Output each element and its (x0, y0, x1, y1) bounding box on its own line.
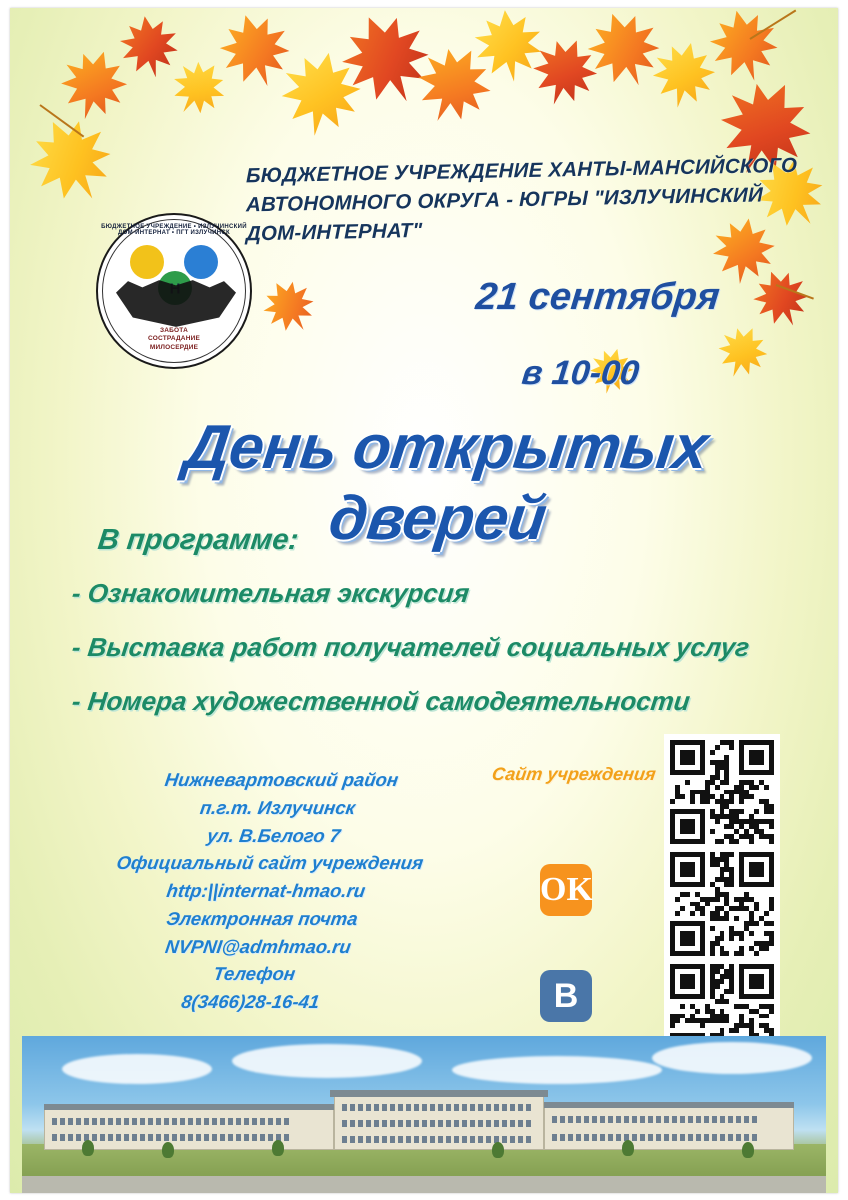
program-item: - Номера художественной самодеятельности (70, 686, 692, 716)
cloud-shape (652, 1042, 812, 1074)
qr-code-odnoklassniki[interactable] (664, 846, 780, 962)
tree-shape (82, 1140, 94, 1156)
program-heading: В программе: (96, 524, 301, 556)
tree-shape (742, 1142, 754, 1158)
contact-line: Нижневартовский район (163, 769, 400, 790)
logo-figure-yellow (130, 245, 164, 279)
contact-email[interactable]: NVPNI@admhmao.ru (163, 935, 353, 957)
window-row (342, 1136, 531, 1143)
window-row (552, 1116, 757, 1123)
event-time: в 10-00 (520, 354, 642, 392)
maple-leaf-icon (49, 41, 137, 129)
tree-shape (272, 1140, 284, 1156)
logo-arc-text: БЮДЖЕТНОЕ УЧРЕЖДЕНИЕ • ИЗЛУЧИНСКИЙ ДОМ-ИНТЕРНАТ • ПГТ ИЗЛУЧИНСК (101, 224, 247, 236)
organization-title: БЮДЖЕТНОЕ УЧРЕЖДЕНИЕ ХАНТЫ-МАНСИЙСКОГО АВТОНОМНОГО ОКРУГА - ЮГРЫ "ИЗЛУЧИНСКИЙ ДОМ-ИНТЕРНАТ" (246, 153, 798, 246)
contact-line: ул. В.Белого 7 (205, 824, 342, 846)
program-item: - Ознакомительная экскурсия (70, 578, 471, 608)
contact-phone: 8(3466)28-16-41 (180, 991, 321, 1012)
qr-code-website[interactable] (664, 734, 780, 850)
road (22, 1176, 826, 1193)
contact-line: Электронная почта (165, 907, 360, 929)
building-roof (44, 1104, 334, 1110)
maple-leaf-icon (520, 28, 609, 117)
maple-leaf-icon (576, 8, 672, 98)
maple-leaf-icon (210, 8, 301, 96)
qr-grid (670, 852, 774, 956)
page-title: День открытых дверей (181, 413, 712, 553)
contact-block (48, 766, 483, 1016)
contact-website[interactable]: http:||internat-hmao.ru (165, 880, 367, 901)
cloud-shape (62, 1054, 212, 1084)
building-roof (330, 1090, 548, 1097)
tree-shape (492, 1142, 504, 1158)
vkontakte-icon[interactable]: B (540, 970, 592, 1022)
building-photo (22, 1036, 826, 1193)
event-date: 21 сентября (473, 276, 722, 318)
poster-sheet (10, 8, 838, 1193)
window-row (52, 1118, 289, 1125)
logo-figure-blue (184, 245, 218, 279)
site-qr-label: Сайт учреждения (490, 764, 658, 784)
tree-shape (622, 1140, 634, 1156)
contact-line: Официальный сайт учреждения (115, 852, 425, 874)
building-right-wing (544, 1106, 794, 1150)
maple-leaf-icon (159, 49, 237, 127)
maple-leaf-icon (114, 12, 184, 82)
window-row (552, 1134, 757, 1141)
tree-shape (162, 1142, 174, 1158)
maple-leaf-icon (14, 104, 128, 218)
program-item: - Выставка работ получателей социальных услуг (70, 632, 752, 662)
contact-line: Телефон (212, 963, 297, 985)
window-row (342, 1120, 531, 1127)
logo-motto: ЗАБОТА СОСТРАДАНИЕ МИЛОСЕРДИЕ (147, 326, 201, 352)
window-row (342, 1104, 531, 1111)
maple-leaf-icon (708, 318, 777, 387)
odnoklassniki-icon[interactable]: OK (540, 864, 592, 916)
building-roof (544, 1102, 794, 1108)
contact-line: п.г.т. Излучинск (198, 796, 357, 818)
cloud-shape (452, 1056, 662, 1084)
qr-grid (670, 740, 774, 844)
cloud-shape (232, 1044, 422, 1078)
institution-logo (96, 213, 252, 369)
maple-leaf-icon (252, 270, 325, 343)
maple-leaf-icon (701, 8, 786, 89)
